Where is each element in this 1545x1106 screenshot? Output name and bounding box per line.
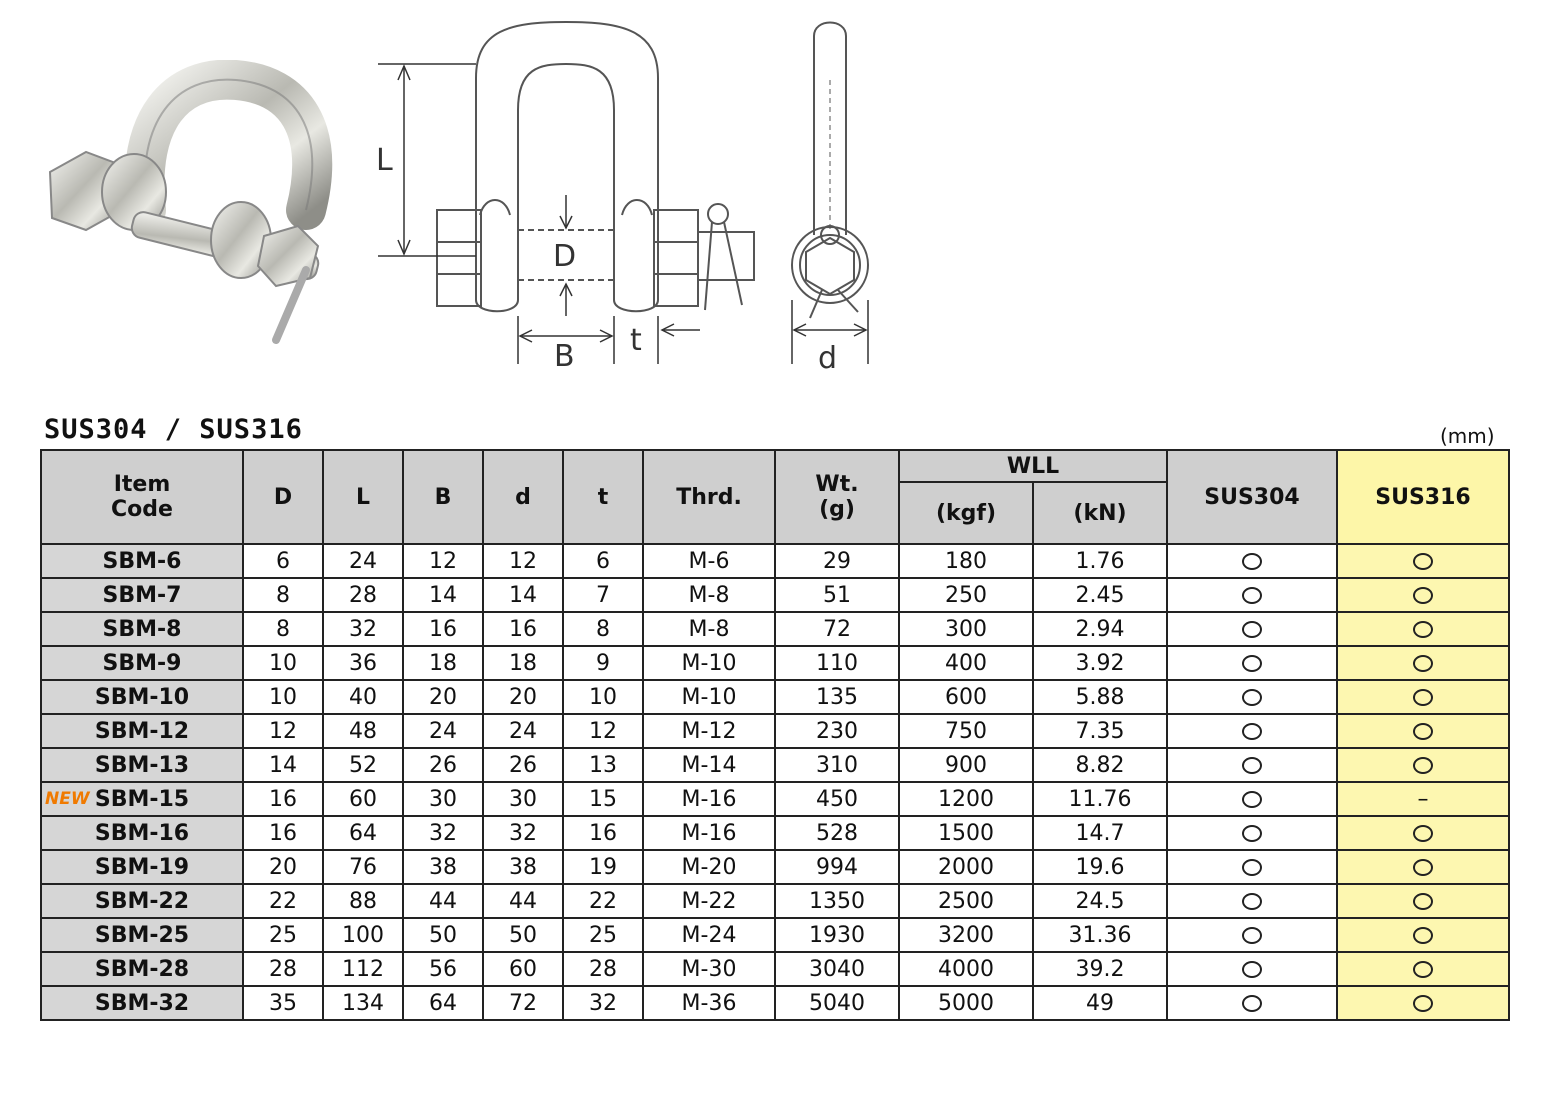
cell-sus304 <box>1167 850 1337 884</box>
cell-sus316 <box>1337 952 1509 986</box>
cell-thrd: M-10 <box>643 680 775 714</box>
available-circle-icon <box>1413 893 1433 910</box>
table-row <box>41 544 1509 578</box>
table-row <box>41 782 1509 816</box>
cell-kn: 5.88 <box>1033 680 1167 714</box>
available-circle-icon <box>1242 791 1262 808</box>
table-row <box>41 986 1509 1020</box>
cell-wt: 51 <box>775 578 899 612</box>
cell-kn: 14.7 <box>1033 816 1167 850</box>
cell-kgf: 300 <box>899 612 1033 646</box>
table-row <box>41 884 1509 918</box>
cell-thrd: M-20 <box>643 850 775 884</box>
cell-L: 40 <box>323 680 403 714</box>
cell-d: 44 <box>483 884 563 918</box>
cell-D: 6 <box>243 544 323 578</box>
cell-d: 12 <box>483 544 563 578</box>
cell-kgf: 1200 <box>899 782 1033 816</box>
cell-kgf: 900 <box>899 748 1033 782</box>
cell-d: 60 <box>483 952 563 986</box>
table-row <box>41 680 1509 714</box>
item-code-cell <box>41 816 243 850</box>
cell-B: 12 <box>403 544 483 578</box>
cell-wt: 5040 <box>775 986 899 1020</box>
item-code-cell <box>41 782 243 816</box>
cell-d: 18 <box>483 646 563 680</box>
header-kn: (kN) <box>1033 482 1167 544</box>
section-title: SUS304 / SUS316 <box>44 414 303 445</box>
cell-sus304 <box>1167 918 1337 952</box>
item-code-text: SBM-10 <box>94 684 190 710</box>
cell-D: 10 <box>243 646 323 680</box>
item-code-text: SBM-9 <box>102 650 182 676</box>
cell-wt: 230 <box>775 714 899 748</box>
cell-B: 56 <box>403 952 483 986</box>
shackle-photo <box>36 60 346 360</box>
cell-sus316 <box>1337 918 1509 952</box>
spec-table <box>40 449 1510 1021</box>
cell-wt: 310 <box>775 748 899 782</box>
cell-L: 48 <box>323 714 403 748</box>
cell-L: 24 <box>323 544 403 578</box>
dimension-label-t: t <box>630 323 642 358</box>
cell-t: 10 <box>563 680 643 714</box>
cell-wt: 1350 <box>775 884 899 918</box>
cell-L: 36 <box>323 646 403 680</box>
item-code-text: SBM-32 <box>94 990 190 1016</box>
cell-sus316 <box>1337 544 1509 578</box>
cell-L: 76 <box>323 850 403 884</box>
available-circle-icon <box>1413 587 1433 604</box>
header-item-code-line1: Item <box>113 472 171 497</box>
cell-wt: 994 <box>775 850 899 884</box>
cell-kn: 31.36 <box>1033 918 1167 952</box>
item-code-text: SBM-8 <box>102 616 182 642</box>
cell-kgf: 1500 <box>899 816 1033 850</box>
shackle-side-drawing <box>780 10 890 390</box>
cell-B: 24 <box>403 714 483 748</box>
cell-kgf: 3200 <box>899 918 1033 952</box>
available-circle-icon <box>1242 757 1262 774</box>
item-code-cell <box>41 884 243 918</box>
cell-wt: 29 <box>775 544 899 578</box>
cell-kgf: 400 <box>899 646 1033 680</box>
available-circle-icon <box>1242 689 1262 706</box>
cell-d: 26 <box>483 748 563 782</box>
available-circle-icon <box>1242 961 1262 978</box>
item-code-cell <box>41 612 243 646</box>
cell-sus304 <box>1167 680 1337 714</box>
cell-sus316 <box>1337 782 1509 816</box>
cell-kn: 1.76 <box>1033 544 1167 578</box>
cell-L: 134 <box>323 986 403 1020</box>
cell-D: 16 <box>243 782 323 816</box>
available-circle-icon <box>1413 995 1433 1012</box>
cell-thrd: M-12 <box>643 714 775 748</box>
cell-L: 64 <box>323 816 403 850</box>
cell-d: 38 <box>483 850 563 884</box>
cell-wt: 110 <box>775 646 899 680</box>
cell-kgf: 5000 <box>899 986 1033 1020</box>
cell-sus304 <box>1167 884 1337 918</box>
item-code-text: SBM-12 <box>94 718 190 744</box>
available-circle-icon <box>1413 859 1433 876</box>
cell-thrd: M-10 <box>643 646 775 680</box>
cell-kn: 49 <box>1033 986 1167 1020</box>
item-code-text: SBM-6 <box>102 548 182 574</box>
cell-sus316 <box>1337 646 1509 680</box>
cell-L: 32 <box>323 612 403 646</box>
cell-thrd: M-16 <box>643 782 775 816</box>
available-circle-icon <box>1413 927 1433 944</box>
dimension-label-D: D <box>553 239 577 274</box>
item-code-text: SBM-13 <box>94 752 190 778</box>
cell-d: 50 <box>483 918 563 952</box>
cell-t: 28 <box>563 952 643 986</box>
item-code-text: SBM-7 <box>102 582 182 608</box>
cell-L: 60 <box>323 782 403 816</box>
cell-D: 16 <box>243 816 323 850</box>
item-code-cell <box>41 646 243 680</box>
cell-sus304 <box>1167 816 1337 850</box>
cell-kgf: 180 <box>899 544 1033 578</box>
cell-D: 10 <box>243 680 323 714</box>
cell-D: 8 <box>243 578 323 612</box>
cell-thrd: M-14 <box>643 748 775 782</box>
header-thread: Thrd. <box>643 450 775 544</box>
cell-wt: 1930 <box>775 918 899 952</box>
header-sus304: SUS304 <box>1167 450 1337 544</box>
available-circle-icon <box>1242 553 1262 570</box>
cell-B: 30 <box>403 782 483 816</box>
table-row <box>41 612 1509 646</box>
cell-wt: 135 <box>775 680 899 714</box>
dimension-label-B: B <box>554 339 575 374</box>
cell-sus304 <box>1167 748 1337 782</box>
item-code-text: SBM-16 <box>94 820 190 846</box>
cell-sus304 <box>1167 578 1337 612</box>
cell-t: 16 <box>563 816 643 850</box>
header-B: B <box>403 450 483 544</box>
cell-sus316 <box>1337 680 1509 714</box>
cell-kgf: 2000 <box>899 850 1033 884</box>
cell-L: 28 <box>323 578 403 612</box>
cell-wt: 72 <box>775 612 899 646</box>
cell-t: 8 <box>563 612 643 646</box>
cell-L: 88 <box>323 884 403 918</box>
cell-d: 16 <box>483 612 563 646</box>
cell-D: 35 <box>243 986 323 1020</box>
header-weight-line2: (g) <box>819 497 855 522</box>
cell-t: 12 <box>563 714 643 748</box>
dimension-label-L: L <box>376 143 393 178</box>
cell-kgf: 600 <box>899 680 1033 714</box>
cell-wt: 3040 <box>775 952 899 986</box>
available-circle-icon <box>1413 553 1433 570</box>
cell-sus304 <box>1167 714 1337 748</box>
available-circle-icon <box>1242 995 1262 1012</box>
cell-sus316 <box>1337 612 1509 646</box>
available-circle-icon <box>1413 621 1433 638</box>
cell-B: 44 <box>403 884 483 918</box>
item-code-cell <box>41 680 243 714</box>
cell-kn: 3.92 <box>1033 646 1167 680</box>
header-item-code-line2: Code <box>111 497 173 522</box>
header-t: t <box>563 450 643 544</box>
item-code-cell <box>41 714 243 748</box>
cell-d: 72 <box>483 986 563 1020</box>
cell-B: 20 <box>403 680 483 714</box>
cell-D: 20 <box>243 850 323 884</box>
table-row <box>41 952 1509 986</box>
cell-kgf: 2500 <box>899 884 1033 918</box>
item-code-cell <box>41 544 243 578</box>
cell-thrd: M-22 <box>643 884 775 918</box>
cell-sus304 <box>1167 986 1337 1020</box>
cell-L: 100 <box>323 918 403 952</box>
cell-sus304 <box>1167 612 1337 646</box>
cell-kn: 19.6 <box>1033 850 1167 884</box>
item-code-text: SBM-15 <box>94 786 190 812</box>
header-weight <box>775 450 899 544</box>
cell-t: 19 <box>563 850 643 884</box>
cell-D: 28 <box>243 952 323 986</box>
cell-d: 32 <box>483 816 563 850</box>
cell-sus316 <box>1337 884 1509 918</box>
available-circle-icon <box>1242 723 1262 740</box>
cell-kn: 39.2 <box>1033 952 1167 986</box>
available-circle-icon <box>1242 859 1262 876</box>
cell-t: 9 <box>563 646 643 680</box>
item-code-text: SBM-19 <box>94 854 190 880</box>
cell-B: 32 <box>403 816 483 850</box>
header-sus316: SUS316 <box>1337 450 1509 544</box>
available-circle-icon <box>1242 893 1262 910</box>
cell-d: 20 <box>483 680 563 714</box>
table-row <box>41 816 1509 850</box>
available-circle-icon <box>1413 723 1433 740</box>
cell-kn: 8.82 <box>1033 748 1167 782</box>
cell-sus304 <box>1167 782 1337 816</box>
item-code-cell <box>41 986 243 1020</box>
header-L: L <box>323 450 403 544</box>
available-circle-icon <box>1413 757 1433 774</box>
cell-D: 12 <box>243 714 323 748</box>
header-D: D <box>243 450 323 544</box>
cell-kn: 24.5 <box>1033 884 1167 918</box>
cell-t: 22 <box>563 884 643 918</box>
available-circle-icon <box>1413 825 1433 842</box>
available-circle-icon <box>1413 961 1433 978</box>
cell-wt: 528 <box>775 816 899 850</box>
item-code-text: SBM-28 <box>94 956 190 982</box>
cell-kn: 2.94 <box>1033 612 1167 646</box>
cell-sus316 <box>1337 986 1509 1020</box>
cell-sus316 <box>1337 748 1509 782</box>
cell-sus316 <box>1337 714 1509 748</box>
cell-thrd: M-8 <box>643 578 775 612</box>
cell-sus304 <box>1167 646 1337 680</box>
cell-thrd: M-36 <box>643 986 775 1020</box>
header-wll: WLL <box>899 450 1167 482</box>
cell-d: 24 <box>483 714 563 748</box>
cell-sus316 <box>1337 816 1509 850</box>
cell-t: 25 <box>563 918 643 952</box>
item-code-text: SBM-22 <box>94 888 190 914</box>
available-circle-icon <box>1242 655 1262 672</box>
table-row <box>41 578 1509 612</box>
item-code-cell <box>41 918 243 952</box>
cell-t: 13 <box>563 748 643 782</box>
cell-t: 15 <box>563 782 643 816</box>
cell-sus304 <box>1167 952 1337 986</box>
table-row <box>41 918 1509 952</box>
cell-D: 8 <box>243 612 323 646</box>
header-weight-line1: Wt. <box>815 472 859 497</box>
cell-D: 25 <box>243 918 323 952</box>
cell-B: 18 <box>403 646 483 680</box>
cell-B: 38 <box>403 850 483 884</box>
cell-sus316 <box>1337 578 1509 612</box>
cell-sus304 <box>1167 544 1337 578</box>
cell-B: 14 <box>403 578 483 612</box>
available-circle-icon <box>1413 689 1433 706</box>
new-badge: NEW <box>45 789 90 809</box>
unavailable-dash: – <box>1417 786 1429 812</box>
cell-B: 26 <box>403 748 483 782</box>
cell-thrd: M-30 <box>643 952 775 986</box>
table-row <box>41 646 1509 680</box>
cell-L: 112 <box>323 952 403 986</box>
cell-thrd: M-8 <box>643 612 775 646</box>
item-code-cell <box>41 850 243 884</box>
cell-t: 32 <box>563 986 643 1020</box>
cell-kgf: 250 <box>899 578 1033 612</box>
cell-wt: 450 <box>775 782 899 816</box>
cell-kn: 11.76 <box>1033 782 1167 816</box>
header-d: d <box>483 450 563 544</box>
cell-d: 30 <box>483 782 563 816</box>
available-circle-icon <box>1242 825 1262 842</box>
cell-B: 50 <box>403 918 483 952</box>
cell-kgf: 4000 <box>899 952 1033 986</box>
cell-L: 52 <box>323 748 403 782</box>
shackle-front-drawing <box>370 10 770 390</box>
available-circle-icon <box>1242 621 1262 638</box>
item-code-text: SBM-25 <box>94 922 190 948</box>
cell-D: 14 <box>243 748 323 782</box>
cell-t: 6 <box>563 544 643 578</box>
cell-thrd: M-24 <box>643 918 775 952</box>
available-circle-icon <box>1413 655 1433 672</box>
available-circle-icon <box>1242 927 1262 944</box>
table-row <box>41 850 1509 884</box>
cell-kgf: 750 <box>899 714 1033 748</box>
spec-table-body <box>41 544 1509 1020</box>
item-code-cell <box>41 748 243 782</box>
cell-sus316 <box>1337 850 1509 884</box>
header-kgf: (kgf) <box>899 482 1033 544</box>
cell-B: 64 <box>403 986 483 1020</box>
cell-kn: 2.45 <box>1033 578 1167 612</box>
available-circle-icon <box>1242 587 1262 604</box>
header-item-code <box>41 450 243 544</box>
table-row <box>41 748 1509 782</box>
item-code-cell <box>41 952 243 986</box>
table-row <box>41 714 1509 748</box>
cell-thrd: M-16 <box>643 816 775 850</box>
item-code-cell <box>41 578 243 612</box>
cell-kn: 7.35 <box>1033 714 1167 748</box>
cell-d: 14 <box>483 578 563 612</box>
unit-note: (mm) <box>1440 424 1495 448</box>
cell-t: 7 <box>563 578 643 612</box>
cell-B: 16 <box>403 612 483 646</box>
dimension-label-d: d <box>818 341 838 376</box>
cell-thrd: M-6 <box>643 544 775 578</box>
cell-D: 22 <box>243 884 323 918</box>
